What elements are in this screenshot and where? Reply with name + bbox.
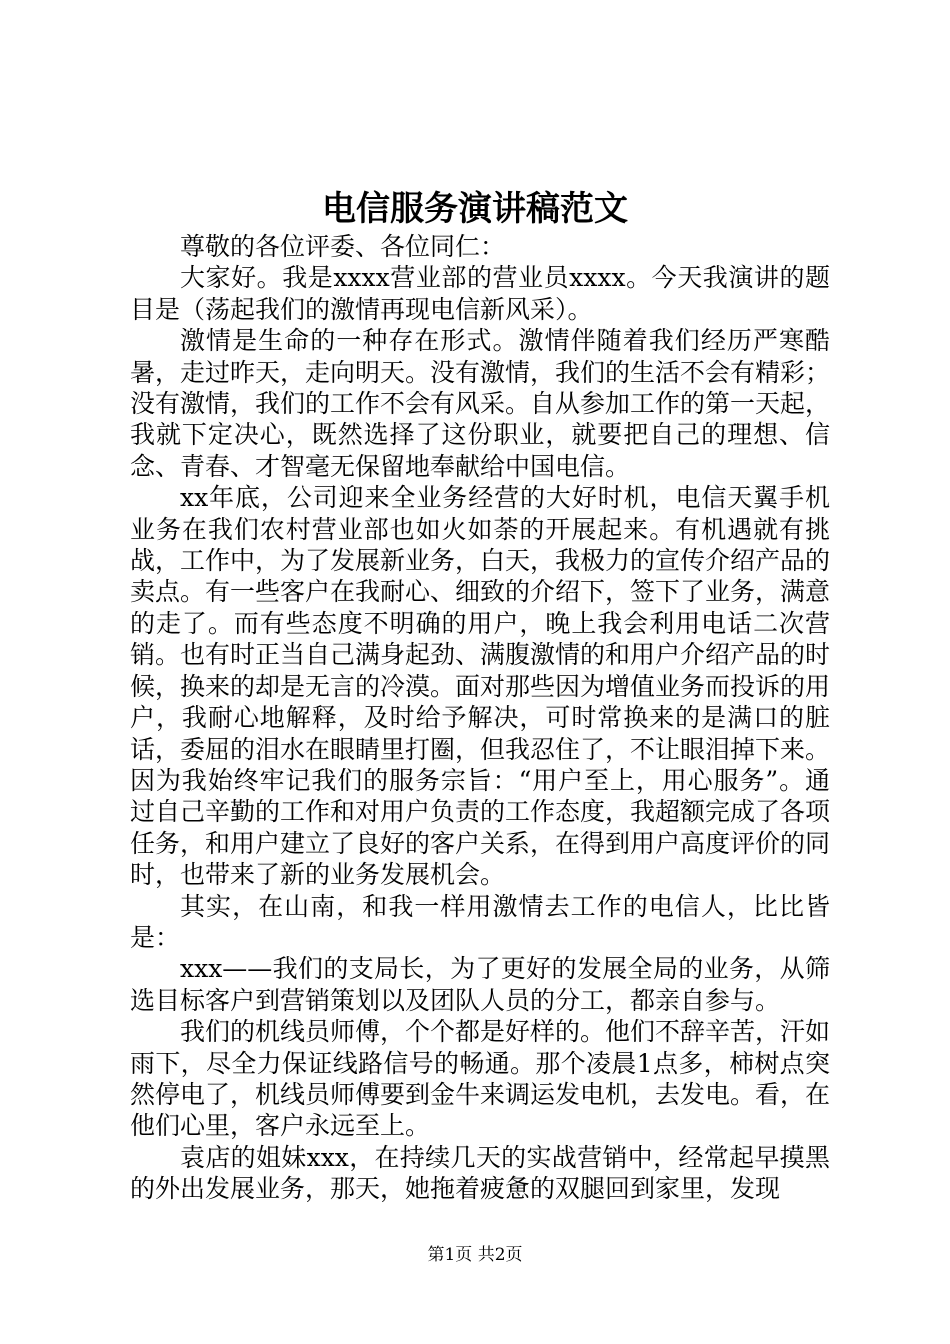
paragraph-branch-chief: xxx——我们的支局长，为了更好的发展全局的业务，从筛选目标客户到营销策划以及团队人员的分工，都亲自参与。 (130, 954, 830, 1015)
paragraph-sister: 袁店的姐妹xxx，在持续几天的实战营销中，经常起早摸黑的外出发展业务，那天，她拖着疲惫的双腿回到家里，发现 (130, 1142, 830, 1204)
paragraph-passion: 激情是生命的一种存在形式。激情伴随着我们经历严寒酷暑，走过昨天，走向明天。没有激情，我们的生活不会有精彩；没有激情，我们的工作不会有风采。自从参加工作的第一天起，我就下定决心，既然选择了这份职业，就要把自己的理想、信念、青春、才智毫无保留地奉献给中国电信。 (130, 326, 831, 481)
page-number-footer: 第1页 共2页 (427, 1245, 523, 1265)
document-body (130, 231, 830, 1205)
paragraph-line-workers: 我们的机线员师傅，个个都是好样的。他们不辞辛苦，汗如雨下，尽全力保证线路信号的畅通。那个凌晨1点多，柿树点突然停电了，机线员师傅要到金牛来调运发电机，去发电。看，在他们心里，客户永远至上。 (130, 1017, 831, 1141)
paragraph-intro: 大家好。我是xxxx营业部的营业员xxxx。今天我演讲的题目是（荡起我们的激情再现电信新风采）。 (130, 263, 830, 324)
paragraph-colleagues: 其实，在山南，和我一样用激情去工作的电信人，比比皆是： (130, 891, 830, 952)
document-title: 电信服务演讲稿范文 (322, 189, 628, 229)
paragraph-work-story: xx年底，公司迎来全业务经营的大好时机，电信天翼手机业务在我们农村营业部也如火如荼的开展起来。有机遇就有挑战，工作中，为了发展新业务，白天，我极力的宣传介绍产品的卖点。有一些客户在我耐心、细致的介绍下，签下了业务，满意的走了。而有些态度不明确的用户，晚上我会利用电话二次营销。也有时正当自己满身起劲、满腹激情的和用户介绍产品的时候，换来的却是无言的冷漠。面对那些因为增值业务而投诉的用户，我耐心地解释，及时给予解决，可时常换来的是满口的脏话，委屈的泪水在眼睛里打圈，但我忍住了，不让眼泪掉下来。因为我始终牢记我们的服务宗旨：“用户至上，用心服务”。通过自己辛勤的工作和对用户负责的工作态度，我超额完成了各项任务，和用户建立了良好的客户关系，在得到用户高度评价的同时，也带来了新的业务发展机会。 (130, 483, 831, 890)
paragraph-salutation: 尊敬的各位评委、各位同仁： (180, 232, 506, 261)
